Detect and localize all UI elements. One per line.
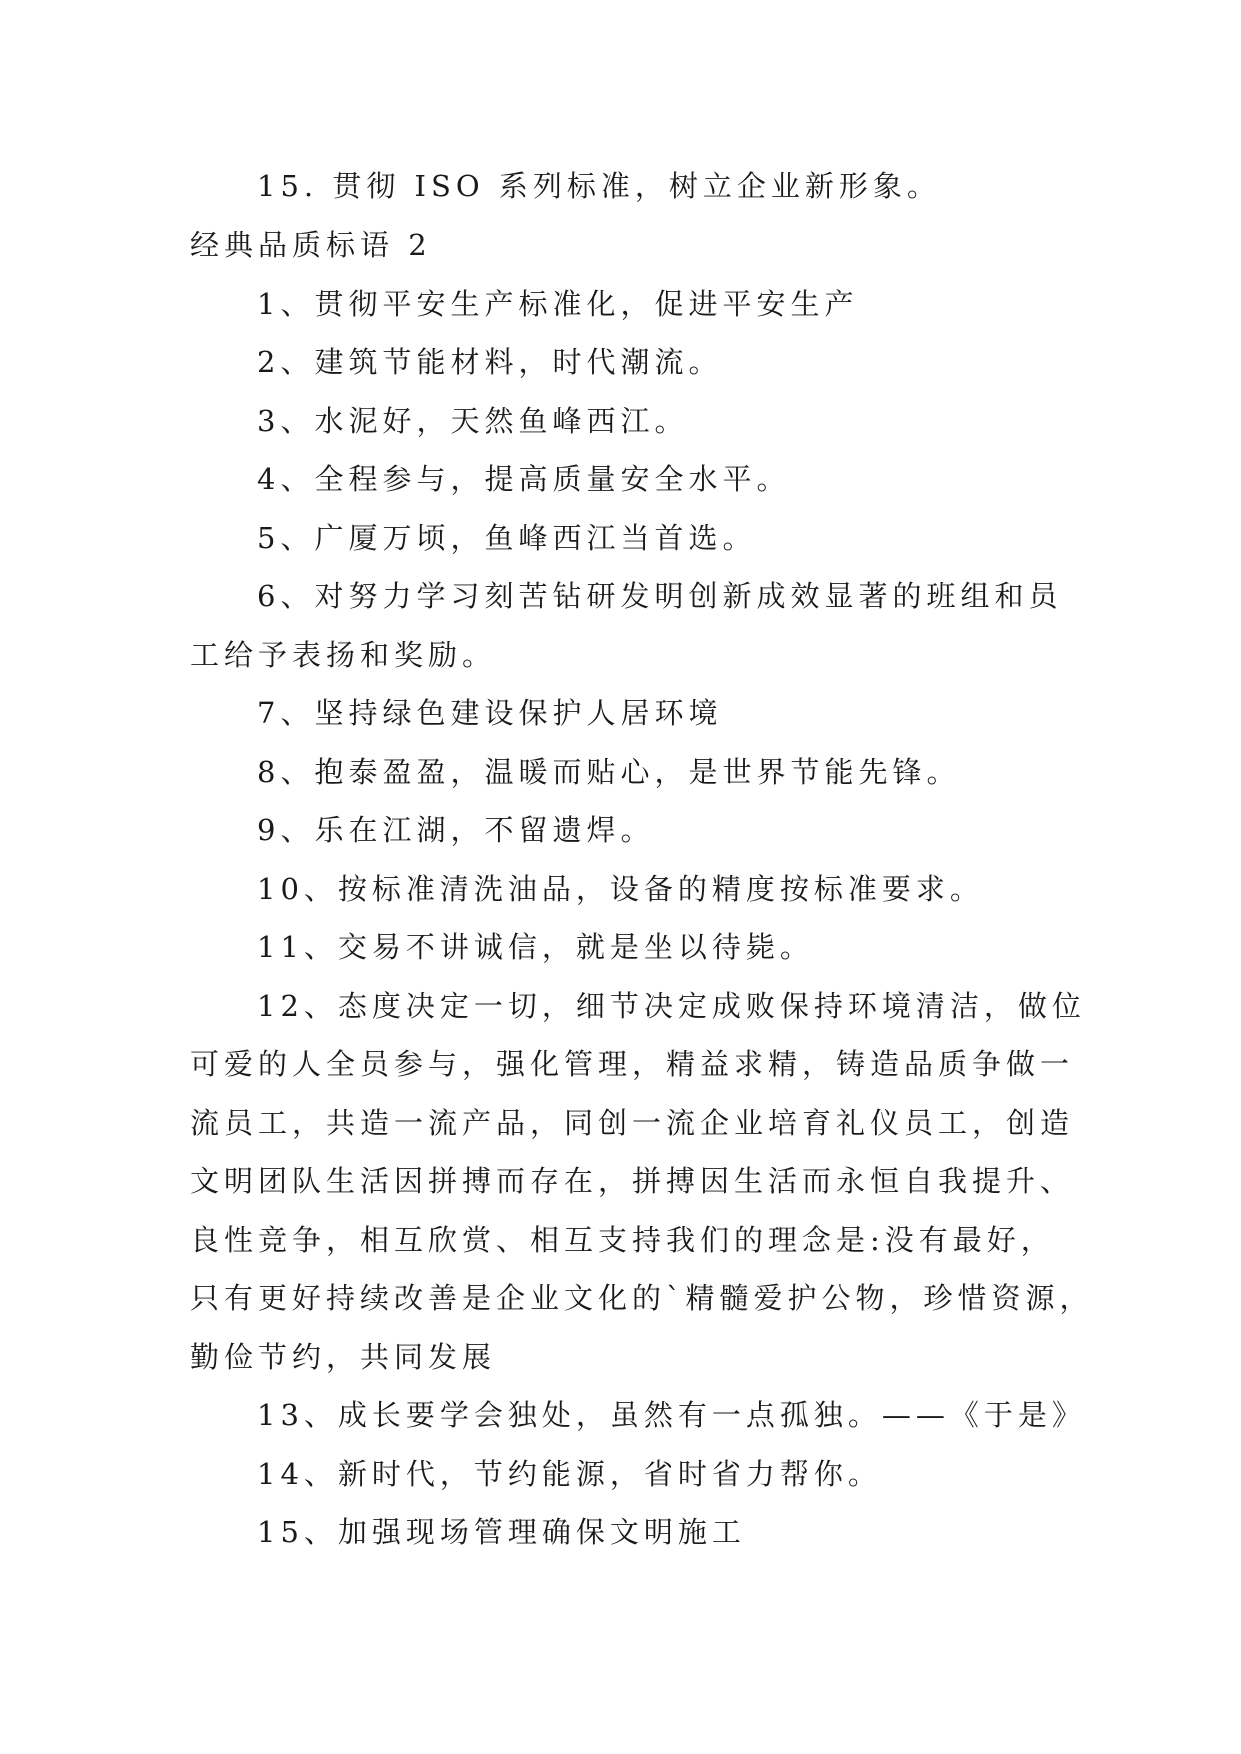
slogan-9: 9、乐在江湖，不留遗焊。 [257, 813, 655, 847]
slogan-13: 13、成长要学会独处，虽然有一点孤独。——《于是》 [257, 1398, 1086, 1432]
slogan-4: 4、全程参与，提高质量安全水平。 [257, 462, 791, 496]
slogan-12-line-6: 只有更好持续改善是企业文化的`精髓爱护公物，珍惜资源， [190, 1281, 1094, 1315]
slogan-11: 11、交易不讲诚信，就是坐以待毙。 [257, 930, 814, 964]
slogan-10: 10、按标准清洗油品，设备的精度按标准要求。 [257, 872, 984, 906]
slogan-1: 1、贯彻平安生产标准化，促进平安生产 [257, 287, 859, 321]
slogan-6-line-2: 工给予表扬和奖励。 [190, 638, 497, 672]
slogan-12-line-4: 文明团队生活因拼搏而存在，拼搏因生活而永恒自我提升、 [190, 1164, 1075, 1198]
slogan-12-line-3: 流员工，共造一流产品，同创一流企业培育礼仪员工，创造 [190, 1106, 1075, 1140]
slogan-6-line-1: 6、对努力学习刻苦钻研发明创新成效显著的班组和员 [257, 579, 1063, 613]
slogan-15-iso: 15. 贯彻 ISO 系列标准，树立企业新形象。 [257, 169, 941, 203]
slogan-2: 2、建筑节能材料，时代潮流。 [257, 345, 723, 379]
slogan-14: 14、新时代，节约能源，省时省力帮你。 [257, 1457, 882, 1491]
slogan-15: 15、加强现场管理确保文明施工 [257, 1515, 746, 1549]
slogan-5: 5、广厦万顷，鱼峰西江当首选。 [257, 521, 757, 555]
slogan-7: 7、坚持绿色建设保护人居环境 [257, 696, 723, 730]
slogan-12-line-2: 可爱的人全员参与，强化管理，精益求精，铸造品质争做一 [190, 1047, 1075, 1081]
section-heading: 经典品质标语 2 [190, 228, 432, 262]
slogan-3: 3、水泥好，天然鱼峰西江。 [257, 404, 689, 438]
slogan-12-line-1: 12、态度决定一切，细节决定成败保持环境清洁，做位 [257, 989, 1086, 1023]
slogan-8: 8、抱泰盈盈，温暖而贴心，是世界节能先锋。 [257, 755, 961, 789]
slogan-12-line-7: 勤俭节约，共同发展 [190, 1340, 497, 1374]
slogan-12-line-5: 良性竞争，相互欣赏、相互支持我们的理念是:没有最好， [190, 1223, 1055, 1257]
